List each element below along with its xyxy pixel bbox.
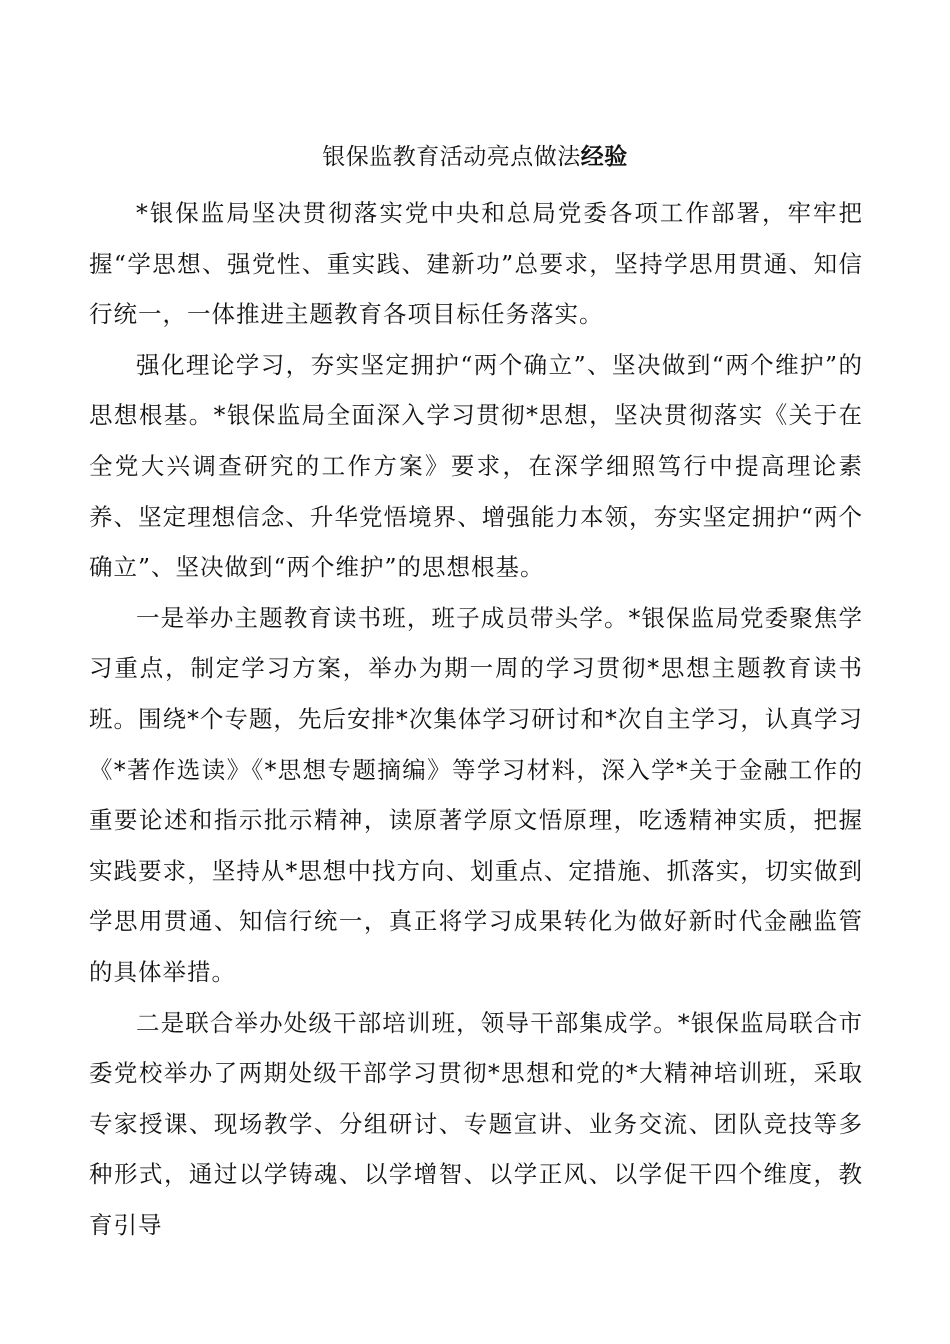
paragraph-training-class: 二是联合举办处级干部培训班，领导干部集成学。*银保监局联合市委党校举办了两期处级干部学习贯彻*思想和党的*大精神培训班，采取专家授课、现场教学、分组研讨、专题宣讲、业务交流、团队竞技等多种形式，通过以学铸魂、以学增智、以学正风、以学促干四个维度，教育引导 [89, 1008, 863, 1239]
paragraph-reading-class: 一是举办主题教育读书班，班子成员带头学。*银保监局党委聚焦学习重点，制定学习方案，举办为期一周的学习贯彻*思想主题教育读书班。围绕*个专题，先后安排*次集体学习研讨和*次自主学习，认真学习《*著作选读》《*思想专题摘编》等学习材料，深入学*关于金融工作的重要论述和指示批示精神，读原著学原文悟原理，吃透精神实质，把握实践要求，坚持从*思想中找方向、划重点、定措施、抓落实，切实做到学思用贯通、知信行统一，真正将学习成果转化为做好新时代金融监管的具体举措。 [89, 603, 863, 986]
document-title [0, 140, 950, 174]
title-bold-text: 经验 [580, 143, 628, 170]
paragraph-intro: *银保监局坚决贯彻落实党中央和总局党委各项工作部署，牢牢把握“学思想、强党性、重实践、建新功”总要求，坚持学思用贯通、知信行统一，一体推进主题教育各项目标任务落实。 [89, 199, 863, 329]
title-main-text: 银保监教育活动亮点做法 [322, 144, 581, 170]
paragraph-theory-study: 强化理论学习，夯实坚定拥护“两个确立”、坚决做到“两个维护”的思想根基。*银保监局全面深入学习贯彻*思想，坚决贯彻落实《关于在全党大兴调查研究的工作方案》要求，在深学细照笃行中提高理论素养、坚定理想信念、升华党悟境界、增强能力本领，夯实坚定拥护“两个确立”、坚决做到“两个维护”的思想根基。 [89, 350, 863, 582]
document-body [89, 188, 863, 1250]
